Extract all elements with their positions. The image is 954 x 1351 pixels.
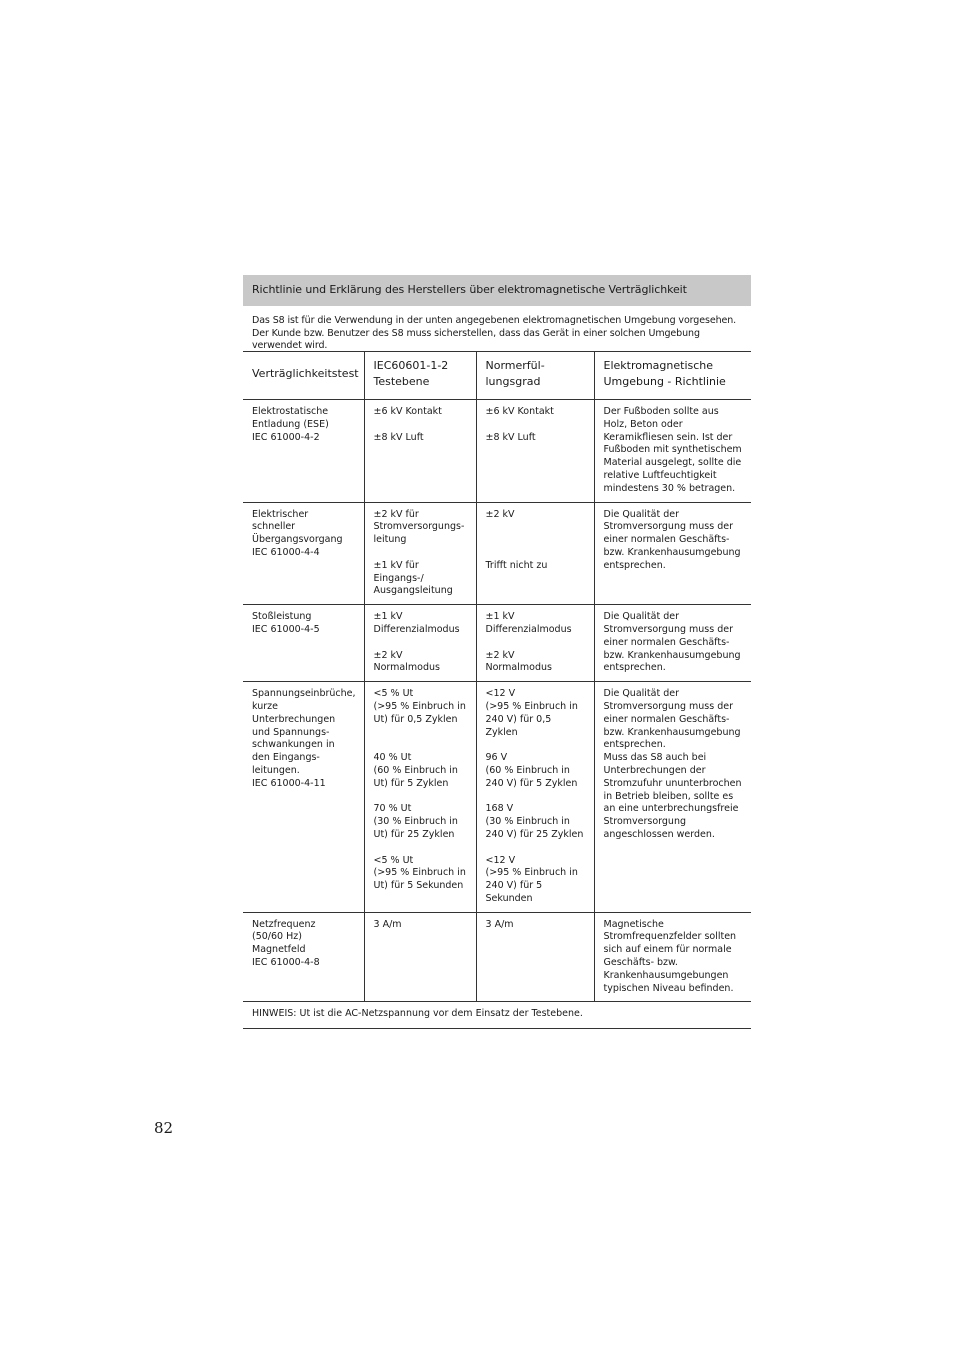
cell-line: bzw. Krankenhausumgebung	[603, 726, 741, 738]
cell-line: leitungen.	[252, 764, 300, 776]
cell-line: <5 % Ut	[373, 688, 414, 700]
cell-line: Ut) für 0,5 Zyklen	[373, 713, 458, 725]
cell-line: entsprechen.	[603, 559, 666, 571]
cell-line: mindestens 30 % betragen.	[603, 482, 736, 494]
cell-line: (>95 % Einbruch in	[485, 700, 578, 712]
cell-line: 70 % Ut	[373, 803, 412, 815]
cell-line: Eingangs-/	[373, 572, 424, 584]
cell-line: Magnetische	[603, 918, 664, 930]
cell-test-level	[364, 400, 476, 503]
cell-line: ±1 kV	[485, 611, 515, 623]
cell-line: Netzfrequenz	[252, 918, 316, 930]
cell-guidance	[594, 912, 751, 1002]
cell-guidance	[594, 605, 751, 682]
cell-test	[243, 502, 364, 605]
cell-line: Die Qualität der	[603, 508, 679, 520]
cell-line: ±1 kV für	[373, 559, 419, 571]
cell-line	[486, 534, 590, 547]
cell-line: Elektrischer	[252, 508, 309, 520]
table-row	[243, 502, 751, 605]
cell-test-level	[364, 682, 476, 913]
cell-line: relative Luftfeuchtigkeit	[603, 469, 717, 481]
cell-line: <12 V	[485, 854, 516, 866]
cell-guidance	[594, 682, 751, 913]
cell-compliance	[476, 400, 594, 503]
cell-compliance	[476, 502, 594, 605]
cell-line: in Betrieb bleiben, sollte es	[603, 790, 734, 802]
cell-line: ±6 kV Kontakt	[373, 406, 442, 417]
cell-line: Die Qualität der	[603, 688, 679, 700]
table-row	[243, 605, 751, 682]
header-line: Normerfül-	[485, 359, 545, 372]
cell-line: Der Fußboden sollte aus	[603, 406, 719, 417]
header-line: Umgebung - Richtlinie	[603, 375, 726, 388]
cell-line: IEC 61000-4-2	[252, 431, 320, 443]
cell-line: Normalmodus	[373, 662, 440, 674]
header-test	[243, 352, 364, 400]
intro-line: verwendet wird.	[252, 340, 328, 352]
cell-line	[374, 727, 472, 740]
cell-line: Trifft nicht zu	[485, 559, 548, 571]
cell-line: Differenzialmodus	[373, 623, 460, 635]
cell-line: 168 V	[485, 803, 514, 815]
cell-line: Stromversorgung muss der	[603, 521, 733, 533]
cell-line: leitung	[373, 534, 407, 546]
cell-line: 3 A/m	[373, 918, 402, 930]
cell-line: (>95 % Einbruch in	[373, 700, 466, 712]
cell-line: (30 % Einbruch in	[373, 816, 458, 828]
cell-line: Zyklen	[485, 726, 518, 738]
cell-line: Material ausgelegt, sollte die	[603, 457, 742, 469]
spacer	[374, 842, 472, 855]
cell-line: angeschlossen werden.	[603, 828, 715, 840]
cell-line: Entladung (ESE)	[252, 418, 329, 430]
cell-line: (60 % Einbruch in	[373, 764, 458, 776]
cell-line: einer normalen Geschäfts-	[603, 636, 730, 648]
cell-line: ±8 kV Luft	[485, 431, 536, 443]
cell-line: Holz, Beton oder	[603, 418, 683, 430]
cell-line: ±1 kV	[373, 611, 403, 623]
cell-line: (50/60 Hz)	[252, 931, 302, 943]
cell-line: Sekunden	[485, 892, 533, 904]
cell-line: 240 V) für 5 Zyklen	[485, 777, 578, 789]
cell-line: ±2 kV	[373, 649, 403, 661]
cell-line: Stromversorgung muss der	[603, 700, 733, 712]
cell-line: IEC 61000-4-4	[252, 546, 320, 558]
header-line: Testebene	[373, 375, 430, 388]
cell-line: Fußboden mit synthetischem	[603, 444, 742, 456]
table-row	[243, 912, 751, 1002]
cell-line: (>95 % Einbruch in	[485, 867, 578, 879]
cell-line: bzw. Krankenhausumgebung	[603, 546, 741, 558]
cell-line: an eine unterbrechungsfreie	[603, 803, 739, 815]
emc-declaration	[243, 275, 751, 1029]
table-note: HINWEIS: Ut ist die AC-Netzspannung vor dem Einsatz der Testebene.	[243, 1002, 751, 1029]
spacer	[374, 637, 472, 650]
cell-test	[243, 605, 364, 682]
cell-line: Stromversorgung	[603, 816, 686, 828]
cell-line: entsprechen.	[603, 739, 666, 751]
cell-line: einer normalen Geschäfts-	[603, 713, 730, 725]
table-row	[243, 400, 751, 503]
header-row	[243, 352, 751, 400]
cell-line: Stromversorgung muss der	[603, 623, 733, 635]
cell-line: Ut) für 25 Zyklen	[373, 828, 455, 840]
cell-line: Geschäfts- bzw.	[603, 957, 678, 969]
spacer	[486, 547, 590, 560]
cell-line: Ausgangsleitung	[373, 585, 453, 597]
header-line: IEC60601-1-2	[373, 359, 449, 372]
cell-line: 3 A/m	[485, 918, 514, 930]
emc-table	[243, 351, 751, 1002]
cell-line: einer normalen Geschäfts-	[603, 534, 730, 546]
cell-compliance	[476, 682, 594, 913]
header-compliance	[476, 352, 594, 400]
cell-line: Stoßleistung	[252, 611, 312, 623]
cell-line: Ut) für 5 Sekunden	[373, 880, 464, 892]
intro-line: Der Kunde bzw. Benutzer des S8 muss sicherstellen, dass das Gerät in einer solchen Umgebung	[252, 327, 700, 339]
cell-line: <5 % Ut	[373, 854, 414, 866]
spacer	[374, 739, 472, 752]
spacer	[486, 419, 590, 432]
cell-line: Normalmodus	[485, 662, 552, 674]
cell-line: kurze	[252, 700, 278, 712]
spacer	[374, 419, 472, 432]
cell-line: Stromzufuhr ununterbrochen	[603, 777, 742, 789]
spacer	[486, 842, 590, 855]
cell-line: 96 V	[485, 752, 508, 764]
cell-line: (>95 % Einbruch in	[373, 867, 466, 879]
cell-line: Unterbrechungen	[252, 713, 336, 725]
cell-line: Krankenhausumgebungen	[603, 969, 729, 981]
cell-test-level	[364, 605, 476, 682]
cell-line: Magnetfeld	[252, 944, 306, 956]
cell-line: ±2 kV für	[373, 508, 419, 520]
intro-line: Das S8 ist für die Verwendung in der unten angegebenen elektromagnetischen Umgebung vorgesehen.	[252, 315, 737, 326]
cell-line: den Eingangs-	[252, 752, 320, 764]
cell-line: Die Qualität der	[603, 611, 679, 623]
header-guidance	[594, 352, 751, 400]
spacer	[486, 791, 590, 804]
cell-line: sich auf einem für normale	[603, 944, 732, 956]
cell-test	[243, 912, 364, 1002]
cell-line: IEC 61000-4-8	[252, 957, 320, 969]
cell-line: ±2 kV	[485, 649, 515, 661]
header-test-level	[364, 352, 476, 400]
spacer	[486, 637, 590, 650]
header-line: lungsgrad	[485, 375, 541, 388]
cell-line: Ut) für 5 Zyklen	[373, 777, 449, 789]
header-line: Elektromagnetische	[603, 359, 714, 372]
cell-compliance	[476, 912, 594, 1002]
cell-line: Unterbrechungen der	[603, 764, 706, 776]
cell-line: Differenzialmodus	[485, 623, 572, 635]
cell-line: IEC 61000-4-11	[252, 777, 326, 789]
cell-test	[243, 400, 364, 503]
cell-line: ±6 kV Kontakt	[485, 406, 554, 417]
cell-compliance	[476, 605, 594, 682]
cell-line: Elektrostatische	[252, 406, 329, 417]
cell-line: (30 % Einbruch in	[485, 816, 570, 828]
cell-line: schneller	[252, 521, 296, 533]
cell-line: Stromfrequenzfelder sollten	[603, 931, 737, 943]
cell-line: IEC 61000-4-5	[252, 623, 320, 635]
cell-line: 240 V) für 25 Zyklen	[485, 828, 584, 840]
cell-line: Stromversorgungs-	[373, 521, 465, 533]
cell-line: Muss das S8 auch bei	[603, 752, 707, 764]
cell-line: schwankungen in	[252, 739, 335, 751]
table-row	[243, 682, 751, 913]
cell-line: und Spannungs-	[252, 726, 330, 738]
cell-line: bzw. Krankenhausumgebung	[603, 649, 741, 661]
cell-line: 240 V) für 0,5	[485, 713, 552, 725]
cell-line: Spannungseinbrüche,	[252, 688, 356, 700]
page-number: 82	[154, 1119, 174, 1137]
cell-line: <12 V	[485, 688, 516, 700]
spacer	[374, 791, 472, 804]
cell-line: 240 V) für 5	[485, 880, 543, 892]
cell-line: 40 % Ut	[373, 752, 412, 764]
intro-text	[243, 306, 751, 351]
header-line: Verträglichkeitstest	[252, 367, 359, 380]
cell-line	[486, 521, 590, 534]
cell-line: typischen Niveau befinden.	[603, 982, 734, 994]
cell-test	[243, 682, 364, 913]
cell-guidance	[594, 400, 751, 503]
spacer	[486, 739, 590, 752]
cell-test-level	[364, 912, 476, 1002]
cell-line: (60 % Einbruch in	[485, 764, 570, 776]
spacer	[374, 547, 472, 560]
cell-line: Übergangsvorgang	[252, 534, 343, 546]
cell-line: Keramikfliesen sein. Ist der	[603, 431, 733, 443]
cell-line: entsprechen.	[603, 662, 666, 674]
cell-guidance	[594, 502, 751, 605]
cell-line: ±2 kV	[485, 508, 515, 520]
cell-line: ±8 kV Luft	[373, 431, 424, 443]
table-title: Richtlinie und Erklärung des Herstellers über elektromagnetische Verträglichkeit	[243, 275, 751, 306]
cell-test-level	[364, 502, 476, 605]
table-body	[243, 400, 751, 1002]
